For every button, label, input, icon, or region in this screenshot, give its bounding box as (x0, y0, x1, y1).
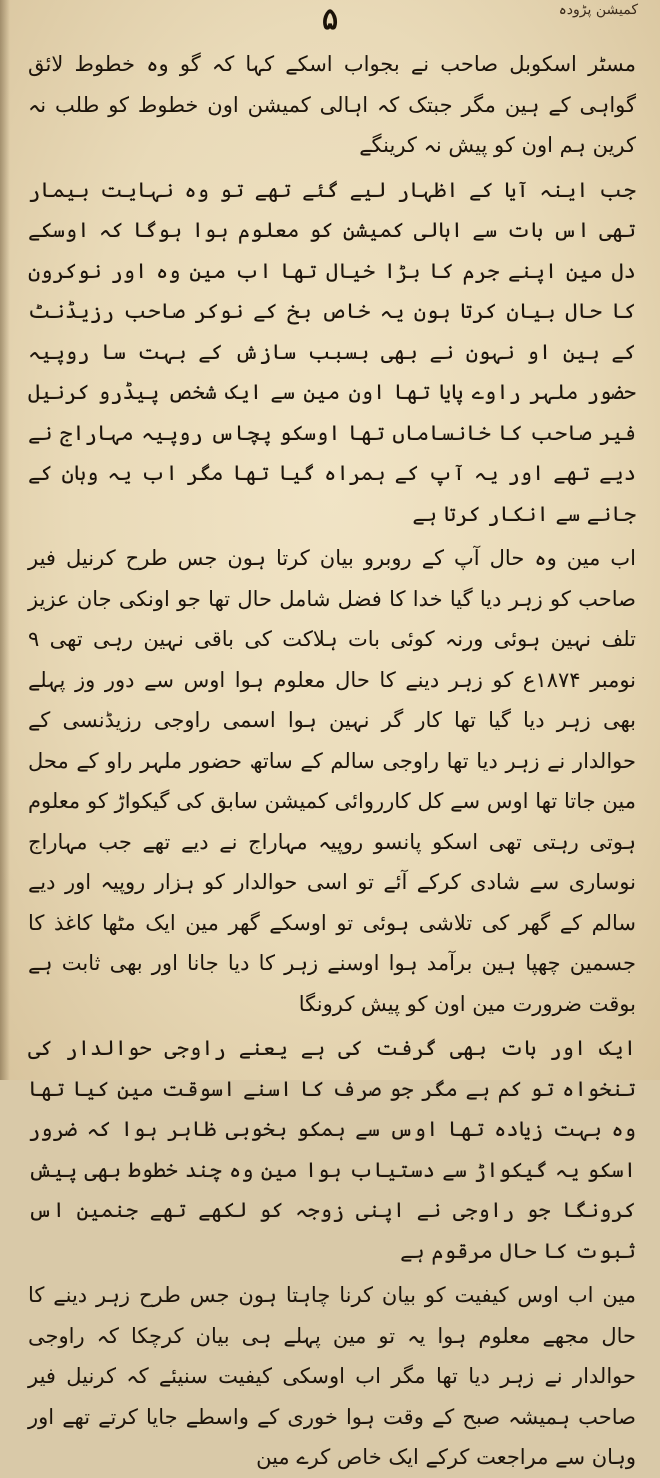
paragraph-4: ایک اور بات بھی گرفت کی ہے یعنے راوجی حوالدار کی تنخواہ تو کم ہے مگر جو صرف کا اسنے اسوقت مین کیا تھا وہ بہت زیادہ تھا اوس سے ہمکو بخوبی ظاہر ہوا کہ ضرور اسکو یہ گیکواڑ سے دستیاب ہوا مین وہ چند خطوط بھی پیش کرونگا جو راوجی نے اپنی زوجہ کو لکھے تھے جنمین اس ثبوت کا حال مرقوم ہے (28, 1036, 636, 1263)
paragraph-5: مین اب اوس کیفیت کو بیان کرنا چاہتا ہون جس طرح زہر دینے کا حال مجھے معلوم ہوا یہ تو مین پہلے ہی بیان کرچکا کہ راوجی حوالدار نے زہر دیا تھا مگر اب اوسکی کیفیت سنیئے کہ کرنیل فیر صاحب ہمیشہ صبح کے وقت ہوا خوری کے واسطے جایا کرتے تھے اور وہان سے مراجعت کرکے ایک خاص کرے مین (28, 1283, 636, 1469)
paragraph-1: مسٹر اسکوبل صاحب نے بجواب اسکے کہا کہ گو وہ خطوط لائق گواہی کے ہین مگر جبتک کہ اہالی کمیشن اون خطوط کو طلب نہ کرین ہم اون کو پیش نہ کرینگے (28, 52, 636, 157)
running-head: کمیشن پڑودہ (558, 2, 638, 18)
paragraph-2: جب اینہ آیا کے اظہار لیے گئے تھے تو وہ نہایت بیمار تھی اس بات سے اہالی کمیشن کو معلوم ہوا ہوگا کہ اوسکے دل مین اپنے جرم کا بڑا خیال تھا اب مین وہ اور نوکرون کا حال بیان کرتا ہون یہ خاص بخ کے نوکر صاحب رزیڈنٹ کے ہین او نہون نے بھی بسبب سازش کے بہت سا روپیہ حضور ملہر راوے پایا تھا اون مین سے ایک شخص پیڈرو کرنیل فیر صاحب کا خانساماں تھا اوسکو پچاس روپیہ مہاراج نے دیے تھے اور یہ آپ کے ہمراہ گیا تھا مگر اب یہ وہان کے جانے سے انکار کرتا ہے (28, 177, 636, 526)
paragraph-3: اب مین وہ حال آپ کے روبرو بیان کرتا ہون جس طرح کرنیل فیر صاحب کو زہر دیا گیا خدا کا فضل شامل حال تھا جو اونکی جان عزیز تلف نہین ہوئی ورنہ کوئی بات ہلاکت کی باقی نہین رہی تھی ۹ نومبر ۱۸۷۴ع کو زہر دینے کا حال معلوم ہوا اوس سے دور وز پہلے بھی زہر دیا گیا تھا کار گر نہین ہوا اسمی راوجی رزیڈنسی کے حوالدار نے زہر دیا تھا راوجی سالم کے ساتھ حضور ملہر راو کے محل مین جاتا تھا اوس سے کل کارروائی کمیشن سابق کی گیکواڑ کو معلوم ہوتی رہتی تھی اسکو پانسو روپیہ مہاراج نے دیے تھے جب مہاراج نوساری سے شادی کرکے آئے تو اسی حوالدار کو ہزار روپیہ اور دیے سالم کے گھر کی تلاشی ہوئی تو اوسکے گھر مین ایک مٹھا کاغذ کا جسمین چھپا ہین برآمد ہوا اوسنے زہر کا دیا جانا اور بھی ثابت ہے بوقت ضرورت مین اون کو پیش کرونگا (28, 546, 637, 1016)
body-text (28, 44, 637, 1469)
binding-shadow (0, 0, 10, 1080)
page-number: ۵ (321, 2, 339, 37)
